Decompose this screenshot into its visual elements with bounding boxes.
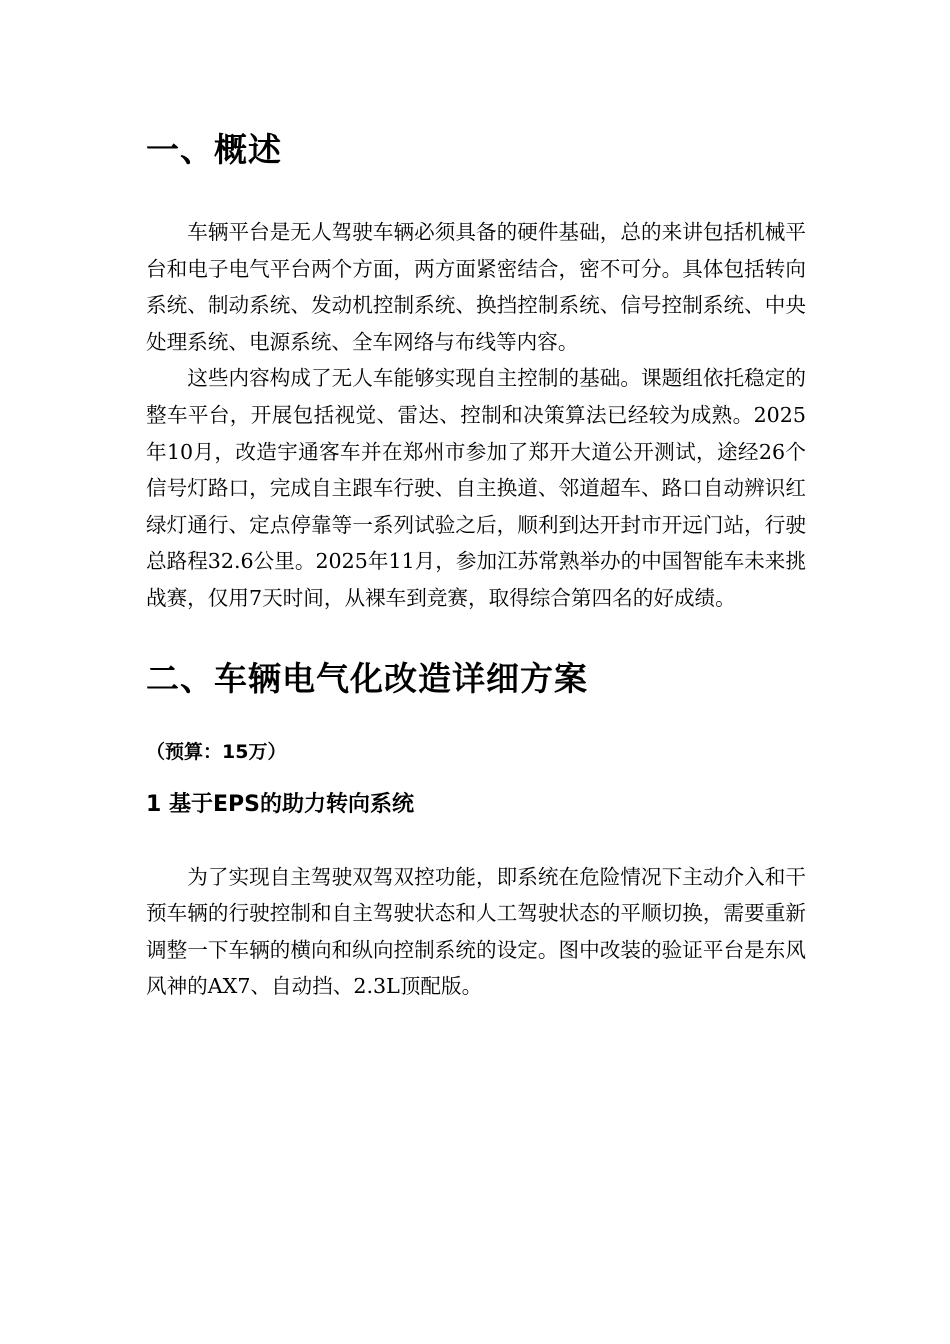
document-content: [146, 128, 806, 1005]
eps-steering-paragraph: 为了实现自主驾驶双驾双控功能，即系统在危险情况下主动介入和干预车辆的行驶控制和自主驾驶状态和人工驾驶状态的平顺切换，需要重新调整一下车辆的横向和纵向控制系统的设定。图中改装的验证平台是东风风神的AX7、自动挡、2.3L顶配版。: [146, 864, 806, 999]
section-heading-electrification-plan: 二、车辆电气化改造详细方案: [146, 658, 588, 698]
overview-paragraph-1: 车辆平台是无人驾驶车辆必须具备的硬件基础，总的来讲包括机械平台和电子电气平台两个方面，两方面紧密结合，密不可分。具体包括转向系统、制动系统、发动机控制系统、换挡控制系统、信号控制系统、中央处理系统、电源系统、全车网络与布线等内容。: [146, 220, 806, 354]
budget-note: （预算：15万）: [146, 740, 287, 763]
overview-paragraph-2: 这些内容构成了无人车能够实现自主控制的基础。课题组依托稳定的整车平台，开展包括视觉、雷达、控制和决策算法已经较为成熟。2025年10月，改造宇通客车并在郑州市参加了郑开大道公开测试，途经26个信号灯路口，完成自主跟车行驶、自主换道、邻道超车、路口自动辨识红绿灯通行、定点停靠等一系列试验之后，顺利到达开封市开远门站，行驶总路程32.6公里。2025年11月，参加江苏常熟举办的中国智能车未来挑战赛，仅用7天时间，从裸车到竞赛，取得综合第四名的好成绩。: [146, 366, 806, 610]
subsection-heading-eps-steering: 1 基于EPS的助力转向系统: [146, 791, 414, 817]
section-heading-overview: 一、概述: [146, 130, 282, 169]
